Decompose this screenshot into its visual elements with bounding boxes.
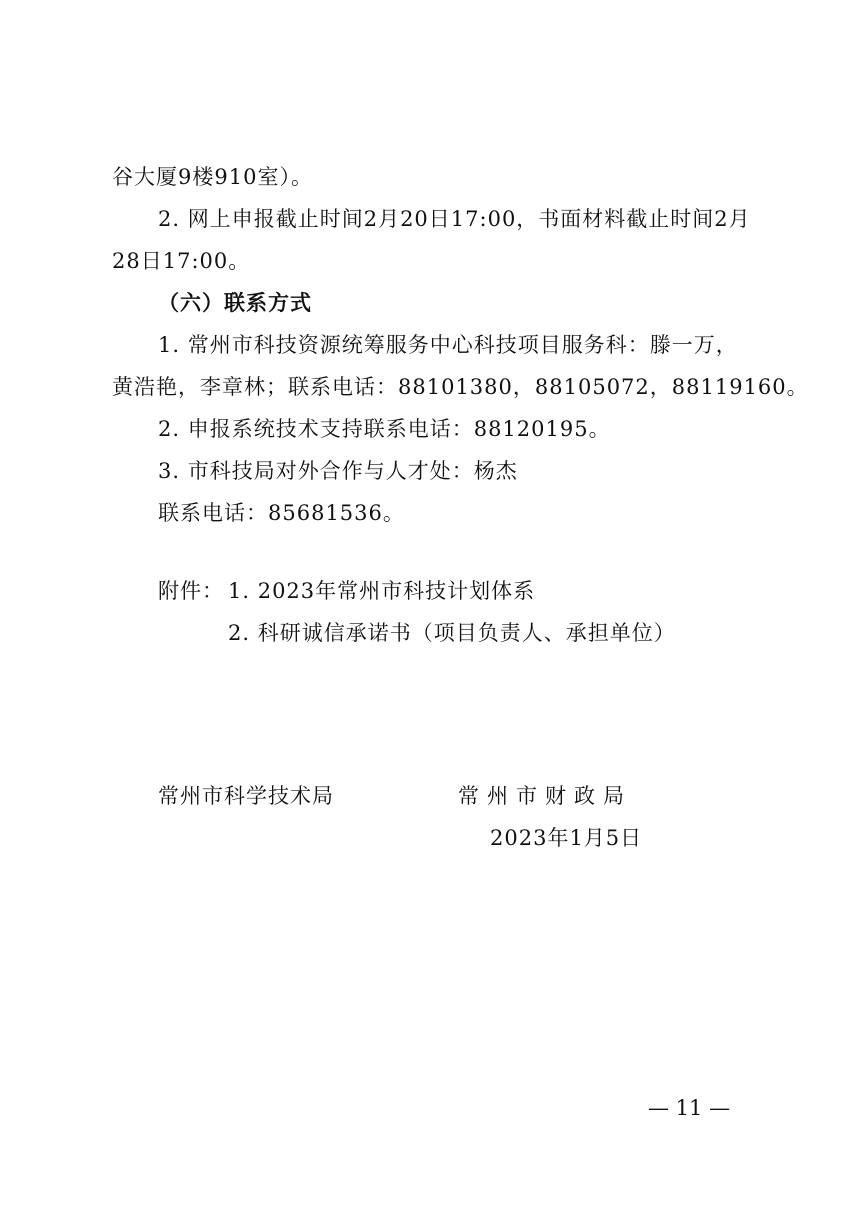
issue-date: 2023年1月5日 — [490, 826, 643, 850]
contact-line-3-phone: 联系电话：85681536。 — [158, 501, 405, 525]
issuing-org-1: 常州市科学技术局 — [158, 784, 334, 808]
paragraph-line-3: 28日17:00。 — [112, 249, 251, 273]
contact-line-3: 3. 市科技局对外合作与人才处：杨杰 — [158, 459, 518, 483]
attachment-item-1: 1. 2023年常州市科技计划体系 — [228, 579, 536, 603]
issuing-org-2: 常州市财政局 — [458, 784, 632, 808]
paragraph-line-2: 2. 网上申报截止时间2月20日17:00，书面材料截止时间2月 — [158, 207, 751, 231]
section-heading: （六）联系方式 — [158, 290, 312, 315]
attachments-label: 附件： — [158, 579, 224, 603]
attachment-item-2: 2. 科研诚信承诺书（项目负责人、承担单位） — [228, 621, 676, 645]
contact-line-1a: 1. 常州市科技资源统筹服务中心科技项目服务科：滕一万， — [158, 333, 738, 357]
contact-line-2: 2. 申报系统技术支持联系电话：88120195。 — [158, 417, 611, 441]
page-number: — 11 — — [648, 1096, 731, 1120]
paragraph-line-1: 谷大厦9楼910室）。 — [112, 165, 313, 189]
contact-line-1b: 黄浩艳，李章林；联系电话：88101380，88105072，88119160。 — [112, 375, 809, 399]
